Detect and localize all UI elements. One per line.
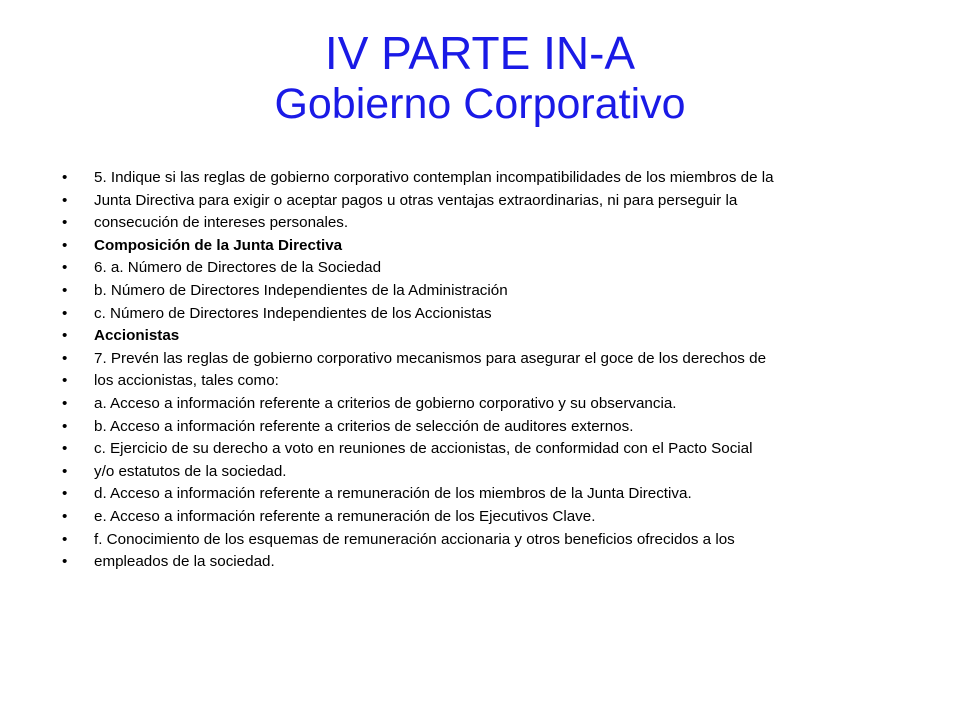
list-item <box>60 170 920 186</box>
list-item <box>60 441 920 457</box>
bullet-icon: • <box>62 417 68 435</box>
title-line-2: Gobierno Corporativo <box>274 79 686 128</box>
bullet-icon: • <box>62 530 68 548</box>
list-item <box>60 306 920 322</box>
list-item <box>60 464 920 480</box>
bullet-list <box>60 170 920 577</box>
list-item-text: b. Número de Directores Independientes de la Administración <box>94 281 508 299</box>
list-item <box>60 419 920 435</box>
bullet-icon: • <box>62 440 68 458</box>
list-item <box>60 509 920 525</box>
list-item-text: empleados de la sociedad. <box>94 553 275 571</box>
list-item-text: c. Número de Directores Independientes de los Accionistas <box>94 304 492 322</box>
list-item <box>60 396 920 412</box>
bullet-icon: • <box>62 462 68 480</box>
list-item-text: e. Acceso a información referente a remuneración de los Ejecutivos Clave. <box>94 507 596 525</box>
list-item-text: 6. a. Número de Directores de la Sociedad <box>94 259 382 277</box>
list-item <box>60 373 920 389</box>
bullet-icon: • <box>62 394 68 412</box>
list-item-text: los accionistas, tales como: <box>94 372 279 390</box>
list-item <box>60 215 920 231</box>
bullet-icon: • <box>62 485 68 503</box>
bullet-icon: • <box>62 304 68 322</box>
list-item <box>60 193 920 209</box>
list-item-text: 5. Indique si las reglas de gobierno corporativo contemplan incompatibilidades de los miembros de la <box>94 169 774 186</box>
section-heading-text: Composición de la Junta Directiva <box>94 236 343 254</box>
bullet-icon: • <box>62 553 68 571</box>
section-heading-text: Accionistas <box>94 327 180 345</box>
list-item-text: a. Acceso a información referente a criterios de gobierno corporativo y su observancia. <box>94 394 677 412</box>
section-heading-item <box>60 238 920 254</box>
list-item <box>60 486 920 502</box>
list-item-text: c. Ejercicio de su derecho a voto en reuniones de accionistas, de conformidad con el Pacto Social <box>94 440 753 458</box>
bullet-icon: • <box>62 327 68 345</box>
list-item-text: Junta Directiva para exigir o aceptar pagos u otras ventajas extraordinarias, ni para perseguir la <box>94 191 738 209</box>
slide-title <box>0 28 960 128</box>
list-item <box>60 532 920 548</box>
list-item-text: consecución de intereses personales. <box>94 214 349 232</box>
list-item <box>60 351 920 367</box>
list-item-text: 7. Prevén las reglas de gobierno corporativo mecanismos para asegurar el goce de los derechos de <box>94 349 767 367</box>
list-item <box>60 283 920 299</box>
bullet-icon: • <box>62 259 68 277</box>
section-heading-item <box>60 328 920 344</box>
bullet-icon: • <box>62 281 68 299</box>
bullet-icon: • <box>62 507 68 525</box>
list-item <box>60 260 920 276</box>
bullet-icon: • <box>62 236 68 254</box>
list-item <box>60 554 920 570</box>
title-line-1: IV PARTE IN-A <box>324 27 636 79</box>
bullet-icon: • <box>62 191 68 209</box>
bullet-icon: • <box>62 372 68 390</box>
list-item-text: b. Acceso a información referente a criterios de selección de auditores externos. <box>94 417 634 435</box>
list-item-text: y/o estatutos de la sociedad. <box>94 462 287 480</box>
list-item-text: f. Conocimiento de los esquemas de remuneración accionaria y otros beneficios ofrecidos a los <box>94 530 735 548</box>
bullet-icon: • <box>62 169 68 186</box>
list-item-text: d. Acceso a información referente a remuneración de los miembros de la Junta Directiva. <box>94 485 692 503</box>
bullet-icon: • <box>62 214 68 232</box>
bullet-icon: • <box>62 349 68 367</box>
